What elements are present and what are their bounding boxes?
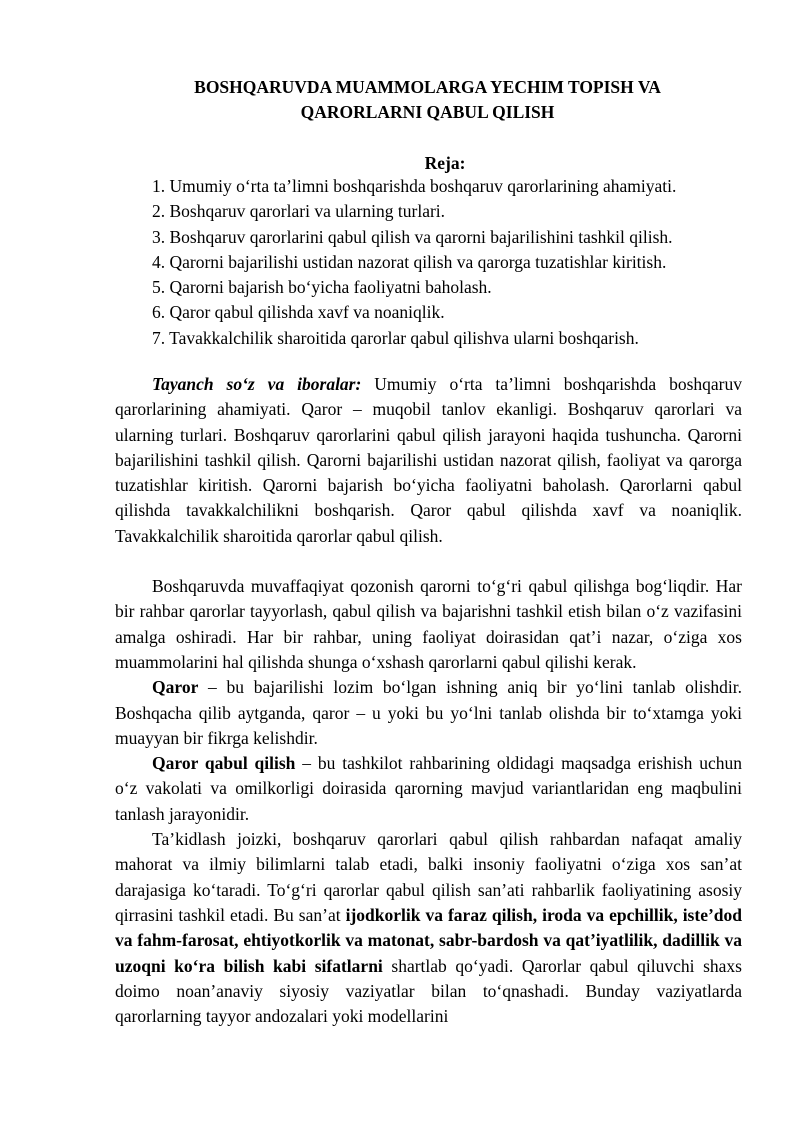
plan-heading: Reja: xyxy=(424,153,466,173)
qaror-qabul-term: Qaror qabul qilish xyxy=(152,753,296,774)
plan-list xyxy=(152,174,762,351)
qaror-qabul-definition-text: – bu tashkilot rahbarining oldidagi maqsadga erishish uchun o‘z vakolati va omilkorligi doirasida qarorning mavjud variantlaridan eng maqbulini tanlash jarayonidir. xyxy=(115,753,742,824)
keywords-paragraph xyxy=(115,372,742,549)
plan-item: 2. Boshqaruv qarorlari va ularning turlari. xyxy=(152,201,446,222)
plan-item: 7. Tavakkalchilik sharoitida qarorlar qabul qilishva ularni boshqarish. xyxy=(152,327,639,348)
plan-item: 3. Boshqaruv qarorlarini qabul qilish va qarorni bajarilishini tashkil qilish. xyxy=(152,226,673,247)
art-qualities-bold: ijodkorlik va faraz qilish, iroda va epchillik, iste’dod va fahm-farosat, ehtiyotkorlik va matonat, sabr-bardosh va qat’iyatlilik, dadillik va uzoqni ko‘ra bilish kabi sifatlarni xyxy=(115,904,743,976)
qaror-definition-text: – bu bajarilishi lozim bo‘lgan ishning aniq bir yo‘lini tanlab olishdir. Boshqacha qilib aytganda, qaror – u yoki bu yo‘lni tanlab olishda bir to‘xtamga yoki muayyan bir fikrga kelishdir. xyxy=(115,677,742,748)
plan-item: 6. Qaror qabul qilishda xavf va noaniqlik. xyxy=(152,302,445,323)
keywords-text: Umumiy o‘rta ta’limni boshqarishda boshqaruv qarorlarining ahamiyati. Qaror – muqobil tanlov ekanligi. Boshqaruv qarorlari va ularning turlari. Boshqaruv qarorlarini qabul qilish jarayoni haqida tushuncha. Qarorni bajarilishini tashkil qilish. Qarorni bajarilishi ustidan nazorat qilish, faoliyat va qarorga tuzatishlar kiritish. Qarorni bajarish bo‘yicha faoliyatni baholash. Qarorlarni qabul qilishda tavakkalchilikni boshqarish. Qaror qabul qilishda xavf va noaniqlik. Tavakkalchilik sharoitida qarorlar qabul qilish. xyxy=(115,374,742,546)
document-title: BOSHQARUVDA MUAMMOLARGA YECHIM TOPISH VA QARORLARNI QABUL QILISH xyxy=(194,77,661,122)
document-body xyxy=(115,372,742,1029)
art-text-before: Ta’kidlash joizki, boshqaruv qarorlari qabul qilish rahbardan nafaqat amaliy mahorat va ilmiy bilimlarni talab etadi, balki insoniy faoliyatni o‘ziga xos san’at darajasiga ko‘taradi. To‘g‘ri qarorlar qabul qilish san’ati rahbarlik faoliyatining asosiy qirrasini tashkil etadi. Bu san’at xyxy=(115,829,742,925)
art-text-after: shartlab qo‘yadi. Qarorlar qabul qiluvchi shaxs doimo noan’anaviy siyosiy vaziyatlar bilan to‘qnashadi. Bunday vaziyatlarda qarorlarning tayyor andozalari yoki modellarini xyxy=(115,955,742,1027)
plan-item: 4. Qarorni bajarilishi ustidan nazorat qilish va qarorga tuzatishlar kiritish. xyxy=(152,251,667,272)
keywords-label: Tayanch so‘z va iboralar: xyxy=(152,374,362,394)
intro-paragraph: Boshqaruvda muvaffaqiyat qozonish qarorni to‘g‘ri qabul qilishga bog‘liqdir. Har bir rahbar qarorlar tayyorlash, qabul qilish va bajarishni tashkil etish bilan o‘z vazifasini amalga oshiradi. Har bir rahbar, uning faoliyat doirasidan qat’i nazar, o‘ziga xos muammolarini hal qilishda shunga o‘xshash qarorlarni qabul qilishi kerak. xyxy=(115,576,742,672)
plan-item: 5. Qarorni bajarish bo‘yicha faoliyatni baholash. xyxy=(152,277,492,298)
art-paragraph xyxy=(115,827,742,1029)
qaror-term: Qaror xyxy=(152,677,199,698)
qaror-definition-paragraph xyxy=(115,675,742,751)
qaror-qabul-definition-paragraph xyxy=(115,751,742,827)
plan-item: 1. Umumiy o‘rta ta’limni boshqarishda boshqaruv qarorlarining ahamiyati. xyxy=(152,176,677,196)
